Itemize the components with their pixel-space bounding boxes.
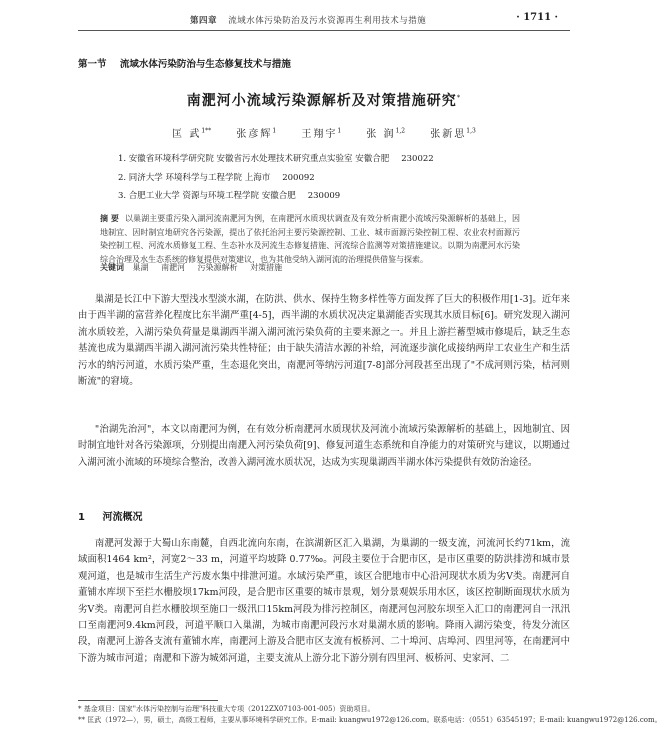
running-head-chapter: 第四章 [190, 16, 218, 26]
zip-code: 230022 [401, 154, 434, 164]
body-paragraph-3: 南淝河发源于大蜀山东南麓，自西北流向东南，在滨湖新区汇入巢湖，为巢湖的一级支流，河流河长约71km，流域面积1464 km²，河宽2～33 m，河道平均坡降 0.77‰。河段主要位于合肥市区，是市区重要的防洪排涝和城市景观河道，也是城市生活生产污废水集中排泄河道。水域污染严重，该区合肥地市中心沿河现状水质为劣V类。南淝河自董铺水库坝下至拦水栅胶坝17km河段，是合肥市区重要的城市景观，划分景观娱乐用水区，该区控制断面现状水质为劣V类。南淝河自拦水栅胶坝至施口一级汛口15km河段为排污控制区，南淝河包河胶东坝至入汇口的南淝河自一汛汛口至南淝河9.4km河段，河道平顺口入巢湖，为城市南淝河段污水对巢湖水质的影响。降雨入湖污染变，待发分流区段，南淝河上游各支流有董铺水库，南淝河上游及合肥市区支流有板桥河、二十埠河、店埠河、四里河等，在南淝河中下游为城市河道；南淝和下游为城郊河道，主要支流从上游分北下游分别有四里河、板桥河、史家河、二 [78, 538, 570, 664]
footnote-rule [78, 700, 218, 701]
keywords-label: 关键词 [100, 263, 124, 272]
page-number: · 1711 · [516, 12, 558, 23]
keyword: 南淝河 [161, 263, 186, 272]
affiliation: 2. 同济大学 环境科学与工程学院 上海市 200092 [118, 172, 315, 183]
author: 张 润$^{1,2}$ [366, 127, 406, 140]
abstract [100, 212, 520, 266]
keyword: 对策措施 [250, 263, 283, 272]
author-list [78, 125, 570, 140]
abstract-label: 摘 要 [100, 214, 119, 223]
author: 张新思$^{1,3}$ [430, 127, 476, 140]
running-head-title: 流域水体污染防治及污水资源再生利用技术与措施 [228, 16, 427, 26]
body-paragraph-1: 巢湖是长江中下游大型浅水型淡水湖，在防洪、供水、保持生物多样性等方面发挥了巨大的积极作用[1-3]。近年来由于西半湖的富营养化程度比东半湖严重[4-5]，西半湖的水质状况决定巢湖能否实现其水质目标[6]。研究发现入湖河流水质较差，入湖污染负荷量是巢湖西半湖入湖河流污染负荷的主要来源之一。并且上游拦蓄型城市修堤后，缺乏生态基流也成为巢湖西半湖入湖河流污染共性特征；由于缺失清洁水源的补给，河流逐步演化成接纳两岸工农业生产和生活污水的纳污河道，水质污染严重，生态退化突出，南淝河等纳污河道[7-8]部分河段甚至出现了"不成河则污染，枯河则断流"的窘境。 [78, 294, 570, 388]
header-rule [78, 30, 570, 31]
keywords [100, 262, 520, 273]
affiliations [118, 150, 538, 206]
section-title: 流域水体污染防治与生态修复技术与措施 [119, 59, 291, 70]
section-number: 第一节 [78, 59, 107, 70]
affiliation: 3. 合肥工业大学 资源与环境工程学院 安徽合肥 230009 [118, 191, 341, 201]
subsection-title: 河流概况 [102, 512, 143, 523]
body-paragraph-2: "治湖先治河"，本文以南淝河为例，在有效分析南淝河水质现状及河流小流域污染源解析的基础上，因地制宜、因时制宜地针对各污染源项，分别提出南淝入河污染负荷[9]、修复河道生态系统和自净能力的对策研究与建议，以期通过入湖河流小流域的环境综合整治，改善入湖河流水质状况，达成为实现巢湖西半湖水体污染提供有效防治途径。 [78, 424, 570, 468]
article-title-text: 南淝河小流域污染源解析及对策措施研究 [186, 93, 457, 109]
footnote: * 基金项目：国家"水体污染控制与治理"科技重大专项（2012ZX07103-001-005）资助项目。 [78, 705, 375, 713]
author: 王翔宇$^1$ [301, 127, 342, 140]
subsection-number: 1 [78, 512, 85, 523]
section-heading [78, 56, 558, 70]
running-head [190, 14, 530, 26]
zip-code: 200092 [282, 172, 315, 183]
author: 张彦辉$^1$ [236, 127, 277, 140]
keyword: 巢湖 [132, 263, 149, 272]
footnote: ** 匡武（1972—），男，硕士，高级工程师，主要从事环境科学研究工作。E-mail: kuangwu1972@126.com。联系电话：（0551）63545197；E-mail: kuangwu1972@126.com。 [78, 715, 662, 724]
affiliation: 1. 安徽省环境科学研究院 安徽省污水处理技术研究重点实验室 安徽合肥 230022 [118, 154, 434, 164]
abstract-text: 以巢湖主要重污染入湖河流南淝河为例，在南淝河水质现状调查及有效分析南淝小流域污染源解析的基础上，因地制宜、因时制宜地研究各污染源，提出了依托治河主要污染源控制、工业、城市面源污染控制工程、农业农村面源污染控制工程、河流水质修复工程、生态补水及河流生态修复措施、河流综合监测等对策措施建议。以期为南淝河水污染综合治理及水生态系统的修复提供对策建议，也为其他受纳入湖河流的治理提供借鉴与探索。 [100, 214, 520, 264]
article-title-mark: * [456, 93, 462, 102]
article-title [78, 90, 570, 110]
zip-code: 230009 [307, 191, 341, 201]
subsection-heading [78, 508, 142, 523]
keyword: 污染源解析 [197, 263, 238, 272]
author: 匡 武$^{1**}$ [172, 127, 212, 140]
footnotes [78, 704, 662, 725]
